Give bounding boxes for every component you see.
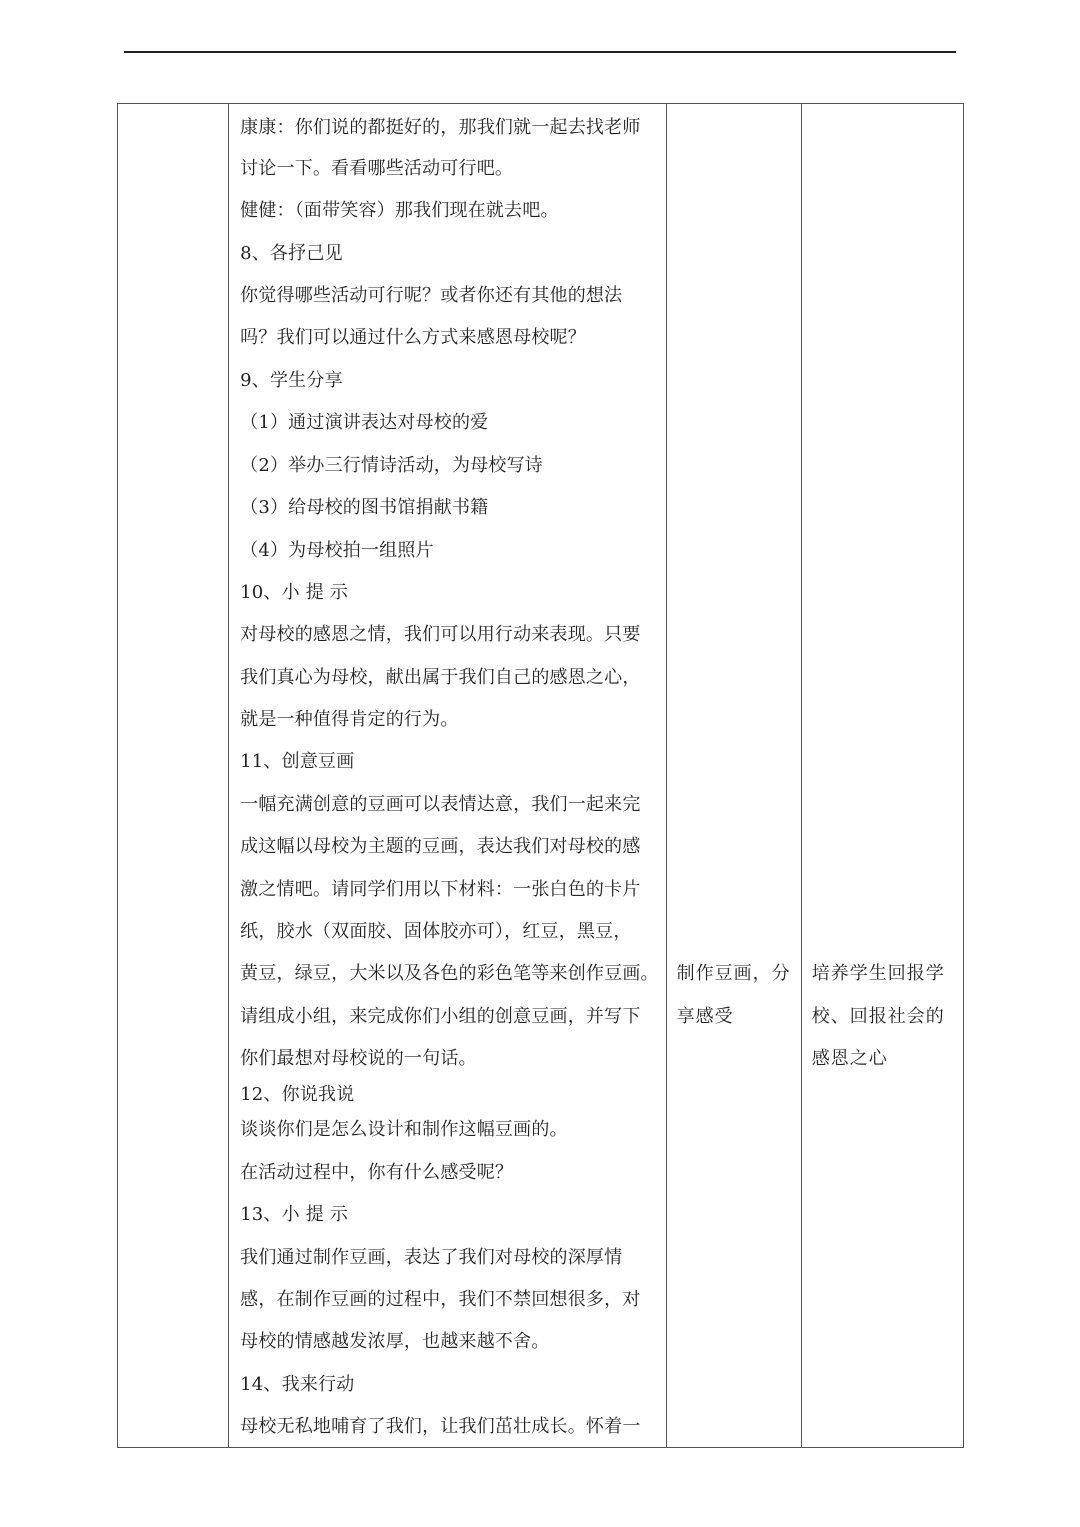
content-line: 母校的情感越发浓厚，也越来越不舍。 — [240, 1331, 550, 1352]
teaching-content-cell — [229, 104, 667, 1448]
design-intent-line: 感恩之心 — [811, 1048, 888, 1069]
design-intent-line: 校、回报社会的 — [811, 1006, 945, 1027]
content-line: 健健：（面带笑容）那我们现在就去吧。 — [240, 200, 559, 221]
content-line: （2）举办三行情诗活动，为母校写诗 — [240, 455, 543, 476]
content-line: 母校无私地哺育了我们，让我们茁壮成长。怀着一 — [240, 1416, 641, 1437]
header-rule — [124, 51, 956, 53]
content-line: 一幅充满创意的豆画可以表情达意，我们一起来完 — [240, 794, 641, 815]
content-line: 10、小 提 示 — [240, 582, 349, 603]
content-line: 13、小 提 示 — [240, 1204, 349, 1225]
content-line: 9、学生分享 — [240, 370, 343, 391]
content-line: 讨论一下。看看哪些活动可行吧。 — [240, 158, 514, 179]
student-activity-line: 制作豆画，分 — [676, 963, 791, 984]
student-activity-line: 享感受 — [676, 1006, 734, 1027]
content-line: 我们通过制作豆画，表达了我们对母校的深厚情 — [240, 1247, 623, 1268]
content-line: 康康：你们说的都挺好的，那我们就一起去找老师 — [240, 117, 641, 138]
content-line: 请组成小组，来完成你们小组的创意豆画，并写下 — [240, 1006, 641, 1027]
content-line: 你们最想对母校说的一句话。 — [240, 1048, 477, 1069]
design-intent-cell — [801, 104, 963, 1448]
content-line: 我们真心为母校，献出属于我们自己的感恩之心， — [240, 667, 641, 688]
content-line: 就是一种值得肯定的行为。 — [240, 709, 459, 730]
student-activity-cell — [666, 104, 801, 1448]
content-line: （3）给母校的图书馆捐献书籍 — [240, 497, 489, 518]
content-line: 黄豆，绿豆，大米以及各色的彩色笔等来创作豆画。 — [240, 963, 659, 984]
content-line: 感，在制作豆画的过程中，我们不禁回想很多，对 — [240, 1289, 641, 1310]
content-line: 对母校的感恩之情，我们可以用行动来表现。只要 — [240, 624, 641, 645]
content-line: 14、我来行动 — [240, 1374, 355, 1395]
content-line: 成这幅以母校为主题的豆画，表达我们对母校的感 — [240, 836, 641, 857]
table-row — [118, 104, 964, 1448]
content-line: 纸，胶水（双面胶、固体胶亦可），红豆，黑豆， — [240, 921, 632, 942]
stage-cell — [118, 104, 229, 1448]
content-line: 8、各抒己见 — [240, 243, 343, 264]
content-line: 你觉得哪些活动可行呢？或者你还有其他的想法 — [240, 285, 623, 306]
content-line: 12、你说我说 — [240, 1084, 355, 1105]
design-intent-line: 培养学生回报学 — [811, 963, 945, 984]
content-line: 11、创意豆画 — [240, 751, 355, 772]
content-line: （1）通过演讲表达对母校的爱 — [240, 412, 489, 433]
content-line: 谈谈你们是怎么设计和制作这幅豆画的。 — [240, 1119, 568, 1140]
lesson-plan-table — [117, 103, 964, 1448]
content-line: 吗？我们可以通过什么方式来感恩母校呢？ — [240, 327, 586, 348]
content-line: 在活动过程中，你有什么感受呢？ — [240, 1162, 514, 1183]
content-line: 激之情吧。请同学们用以下材料：一张白色的卡片 — [240, 879, 641, 900]
content-line: （4）为母校拍一组照片 — [240, 540, 434, 561]
